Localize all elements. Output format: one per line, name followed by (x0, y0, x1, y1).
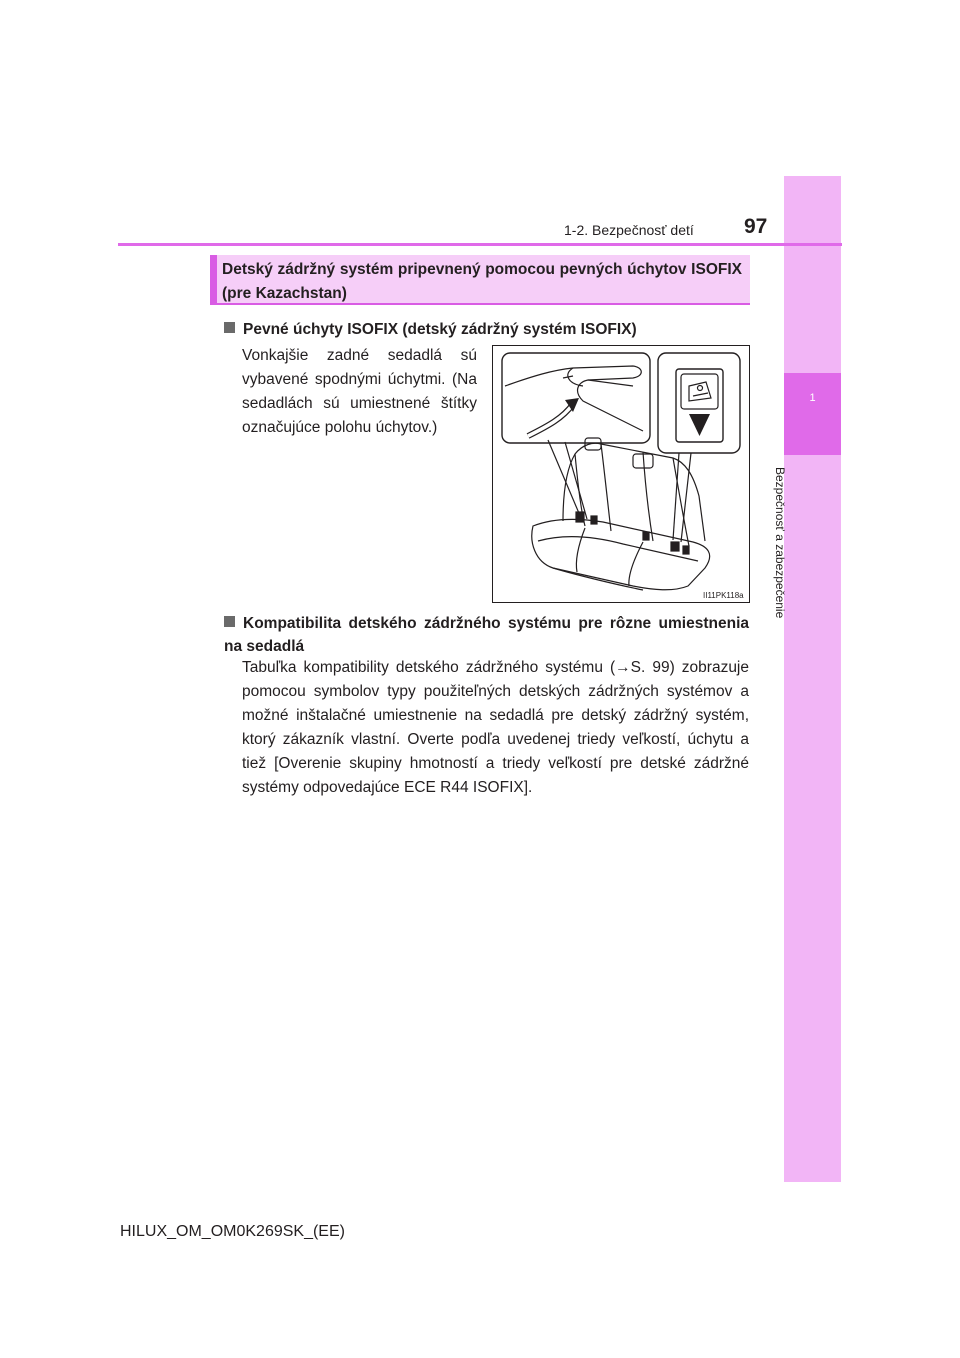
side-tab-chapter-number: 1 (809, 392, 816, 404)
rear-seat-drawing (493, 346, 749, 602)
document-code: HILUX_OM_OM0K269SK_(EE) (120, 1223, 345, 1240)
page-number: 97 (744, 215, 768, 238)
isofix-seat-illustration (492, 345, 750, 603)
section-heading: Detský zádržný systém pripevnený pomocou pevných úchytov ISOFIX (pre Kazachstan) (222, 261, 742, 302)
paragraph-compatibility: Tabuľka kompatibility detského zádržného systému (→S. 99) zobrazuje pomocou symbolov typy použiteľných detských zádržných systémov a možné inštalačné umiestnenie na sedadlá pre detský zádržný systém, ktorý zákazník vlastní. Overte podľa uvedenej triedy veľkostí, úchytu a tiež [Overenie skupiny hmotností a triedy veľkostí pre detské zádržné systémy odpovedajúce ECE R44 ISOFIX]. (242, 659, 749, 796)
figure-code: II11PK118a (703, 591, 744, 600)
square-bullet-icon (224, 616, 235, 627)
subsection-heading-compatibility (224, 612, 749, 658)
paragraph-isofix: Vonkajšie zadné sedadlá sú vybavené spodnými úchytmi. (Na sedadlách sú umiestnené štítky označujúce polohu úchytov.) (242, 347, 477, 436)
side-tab-title-text: Bezpečnosť a zabezpečenie (773, 467, 787, 619)
square-bullet-icon (224, 322, 235, 333)
header-rule (118, 243, 842, 246)
side-tab (784, 176, 841, 1182)
subsection-heading-text: Kompatibilita detského zádržného systému pre rôzne umiestnenia na sedadlá (224, 615, 749, 655)
chapter-title: 1-2. Bezpečnosť detí (564, 222, 694, 238)
subsection-heading-text: Pevné úchyty ISOFIX (detský zádržný systém ISOFIX) (243, 321, 637, 338)
side-tab-chapter-title (773, 467, 805, 637)
side-tab-active-marker (784, 373, 841, 455)
subsection-heading-isofix (224, 318, 637, 341)
